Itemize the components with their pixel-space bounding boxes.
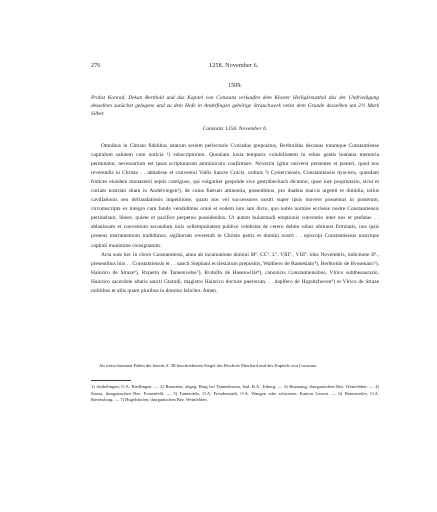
- seal-note: [91, 363, 379, 370]
- footnotes-text: 1) Andelfingen, O.A. Riedlingen. — 2) Ramstein, abgeg. Burg bei Tannenbronn, bad. B.A. Triberg. — 3) Bussnang, thurgauischen Bez. Weinfelden. — 4) Straza, thurgauischen Bez. Frauenfeld. — 5) Tannenfels, O.A. Freudenstadt, O.A. Wangen oder schweizer. Kanton Luzern. — 6) Hasenweiler, O.A. Ravensburg. — 7) Hugelshofen, thurgauischen Bez. Weinfelden.: [91, 384, 379, 403]
- seal-note-text: An weiss-braunen Fäden die bereits S. 38 beschriebenen Siegel des Bischofs Eberhard und des Kapitels von Constanz.: [99, 363, 318, 368]
- regest-summary: Probst Konrad, Dekan Berthold und das Kapitel von Constanz verkaufen dem Kloster Heiligkreuzthal das der Umfriedigung desselben zunächst gelegene und zu dem Hofe in Andelfingen gehörige Strauchwerk nebst dem Grunde desselben um 2½ Mark Silber.: [91, 95, 379, 118]
- footnote-divider: [91, 380, 131, 381]
- footnotes: [91, 384, 379, 404]
- dating-line: Constanz 1258. November 6.: [202, 126, 268, 132]
- charter-paragraph: Omnibus in Christo fidelibus istarum seriem perlecturis Cvnradus prepositus, Berhtoldus decanus totumque Constantiense capitulum salutem cum noticia ¹) subscriptorum. Quoniam iuxta temporis volubilitatem in rebus gestis humana memoria permutatur, necessarium est ipsas scripturarum amminiculo confirmare. Noverint igitur universi presentes et posteri, quod nos reverendis in Christo . . abbatisse et conventui Vallis Sancte Crucis, ordinis ²) Cysterciensis, Constantiensis dyocesis, quosdam frutices eiusdem monasterii septis contiguos, qui vulgariter gesprüde sive gestrübechach dicuntur, quoe iure proprietario, sicut et curiam nostram sitam in Andelvingen³), de cuius fuerunt attinentia, possedimus, pro duabus marcis argenti et dimidia, totius cavillationis seu defraudationis impetitione, quam nos vel successores nostri super ipsis movere possemus in posterum, circumscripta ex integro cum fundo vendidimus omni et eodem iure iam dicto, quo nobis nomine ecclesie nostre Constantiensis pertinebant, libere, quiete et pacifice perpetuo possidendos. Ut autem huiusmodi emptionis conventio inter nos et prefatas . . abbatissam et conventum secundum iuris sollempnitatem publice celebrata de cetero debite robur obtineat firmitatis, nos ipsis presens instrumentum tradidimus, sigillorum reverendi in Christo patris et domini nostri . . episcopi Constantiensis nostrique capituli munimine consignatum.: [91, 143, 379, 249]
- running-header: [91, 61, 379, 71]
- page-number: 276: [91, 62, 101, 69]
- document-number: 1509.: [228, 82, 242, 89]
- charter-text: [91, 142, 379, 296]
- charter-paragraph: Acta sunt hec in choro Constantiensi, anno ab incarnatione domini Mº. CCº. Lº. VIIIº., VIIIº. idus Novembris, indictione IIª., presentibus hiis . . Constantiensis et . . sancti Stephani ecclesiarum prepositis, Walthero de Ramestain⁴), Berhtoldo de Bvssenanc⁵), Hainrico de Straze⁶), Rvperto de Tannenvelse⁷), Rvdolfo de Hasenwilär⁸), canonicis Constantiensibus, Vlrico subthesaurario, Hainrico sacerdote altaris sancti Gtarudi, magistro Hainrico doctore puerorum, . . dapifero de Hrgoltzhoven⁹) et Vlrico de Straze militibus et aliis quam pluribus in domino feliciter. Amen.: [91, 251, 379, 294]
- running-title: 1258. November 6.: [209, 62, 259, 69]
